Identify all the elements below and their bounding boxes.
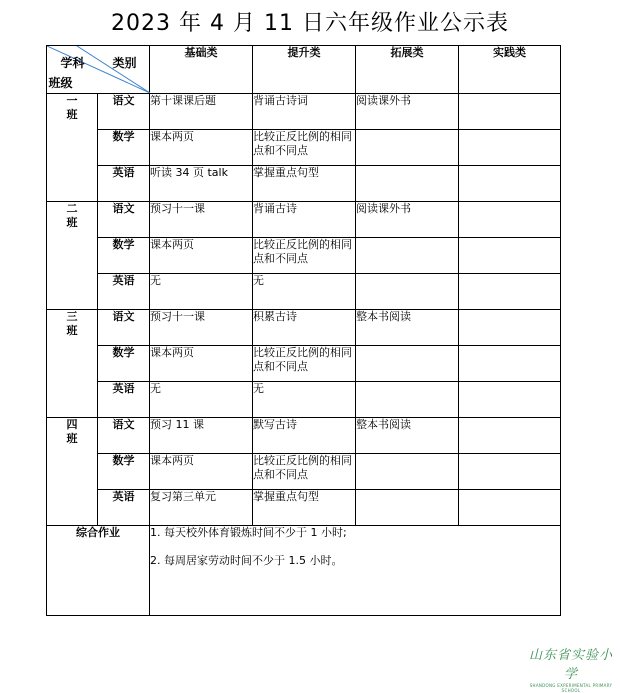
subject-cell: 英语: [98, 490, 150, 526]
basic-cell: 复习第三单元: [150, 490, 253, 526]
practice-cell: [459, 382, 561, 418]
extend-cell: [356, 346, 459, 382]
corner-subject-label: 学科: [60, 55, 85, 70]
basic-cell: 课本两页: [150, 454, 253, 490]
subject-cell: 数学: [98, 130, 150, 166]
practice-cell: [459, 94, 561, 130]
table-row: [47, 346, 561, 382]
comprehensive-item: 1. 每天校外体育锻炼时间不少于 1 小时;: [150, 526, 347, 539]
practice-cell: [459, 454, 561, 490]
subject-cell: 语文: [98, 418, 150, 454]
improve-cell: 积累古诗: [253, 310, 356, 346]
improve-cell: 无: [253, 274, 356, 310]
subject-cell: 英语: [98, 382, 150, 418]
practice-cell: [459, 418, 561, 454]
improve-cell: 无: [253, 382, 356, 418]
class-name: 二: [66, 202, 78, 215]
table-row: [47, 274, 561, 310]
subject-cell: 语文: [98, 94, 150, 130]
basic-cell: 第十课课后题: [150, 94, 253, 130]
subject-cell: 数学: [98, 346, 150, 382]
practice-cell: [459, 202, 561, 238]
comprehensive-content: [150, 526, 561, 616]
class-name: 三: [66, 310, 78, 323]
practice-cell: [459, 310, 561, 346]
subject-cell: 数学: [98, 238, 150, 274]
extend-cell: 阅读课外书: [356, 94, 459, 130]
class-name-suffix: 班: [66, 432, 78, 445]
subject-cell: 语文: [98, 310, 150, 346]
basic-cell: 无: [150, 274, 253, 310]
subject-cell: 语文: [98, 202, 150, 238]
basic-cell: 预习十一课: [150, 202, 253, 238]
practice-cell: [459, 274, 561, 310]
basic-cell: 预习十一课: [150, 310, 253, 346]
basic-cell: 听读 34 页 talk: [150, 166, 253, 202]
subject-cell: 数学: [98, 454, 150, 490]
extend-cell: [356, 166, 459, 202]
table-row: [47, 418, 561, 454]
class-name-cell: [47, 418, 98, 526]
comprehensive-label: 综合作业: [47, 526, 150, 616]
class-name-suffix: 班: [66, 324, 78, 337]
homework-table: [46, 45, 561, 616]
corner-header: [47, 46, 150, 94]
table-row: [47, 382, 561, 418]
school-logo-english: SHANDONG EXPERIMENTAL PRIMARY SCHOOL: [529, 683, 613, 693]
comprehensive-item: 2. 每周居家劳动时间不少于 1.5 小时。: [150, 554, 343, 567]
page-title: 2023 年 4 月 11 日六年级作业公示表: [111, 11, 509, 36]
column-header-practice: 实践类: [459, 46, 561, 94]
improve-cell: 比较正反比例的相同点和不同点: [253, 130, 356, 166]
improve-cell: 背诵古诗词: [253, 94, 356, 130]
extend-cell: [356, 238, 459, 274]
improve-cell: 背诵古诗: [253, 202, 356, 238]
practice-cell: [459, 238, 561, 274]
column-header-basic: 基础类: [150, 46, 253, 94]
table-row: [47, 94, 561, 130]
class-name-cell: [47, 310, 98, 418]
improve-cell: 默写古诗: [253, 418, 356, 454]
corner-category-label: 类别: [112, 55, 137, 70]
class-name-cell: [47, 94, 98, 202]
table-row: [47, 238, 561, 274]
extend-cell: 整本书阅读: [356, 418, 459, 454]
table-row: [47, 310, 561, 346]
improve-cell: 掌握重点句型: [253, 490, 356, 526]
column-header-improve: 提升类: [253, 46, 356, 94]
table-row: [47, 490, 561, 526]
school-logo-name: 山东省实验小学: [528, 648, 613, 682]
class-name-suffix: 班: [66, 216, 78, 229]
improve-cell: 比较正反比例的相同点和不同点: [253, 454, 356, 490]
improve-cell: 比较正反比例的相同点和不同点: [253, 238, 356, 274]
improve-cell: 掌握重点句型: [253, 166, 356, 202]
subject-cell: 英语: [98, 274, 150, 310]
table-row: [47, 202, 561, 238]
school-logo: [526, 644, 616, 693]
extend-cell: [356, 274, 459, 310]
practice-cell: [459, 346, 561, 382]
basic-cell: 无: [150, 382, 253, 418]
improve-cell: 比较正反比例的相同点和不同点: [253, 346, 356, 382]
basic-cell: 课本两页: [150, 238, 253, 274]
practice-cell: [459, 166, 561, 202]
subject-cell: 英语: [98, 166, 150, 202]
extend-cell: [356, 454, 459, 490]
class-name: 一: [66, 94, 78, 107]
extend-cell: [356, 382, 459, 418]
comprehensive-row: [47, 526, 561, 616]
class-name-suffix: 班: [66, 108, 78, 121]
class-name-cell: [47, 202, 98, 310]
extend-cell: [356, 490, 459, 526]
practice-cell: [459, 130, 561, 166]
practice-cell: [459, 490, 561, 526]
column-header-extend: 拓展类: [356, 46, 459, 94]
corner-class-label: 班级: [48, 75, 73, 90]
class-name: 四: [66, 418, 78, 431]
basic-cell: 课本两页: [150, 130, 253, 166]
extend-cell: 整本书阅读: [356, 310, 459, 346]
table-row: [47, 166, 561, 202]
basic-cell: 课本两页: [150, 346, 253, 382]
basic-cell: 预习 11 课: [150, 418, 253, 454]
extend-cell: [356, 130, 459, 166]
extend-cell: 阅读课外书: [356, 202, 459, 238]
header-row: [47, 46, 561, 94]
table-row: [47, 454, 561, 490]
table-row: [47, 130, 561, 166]
